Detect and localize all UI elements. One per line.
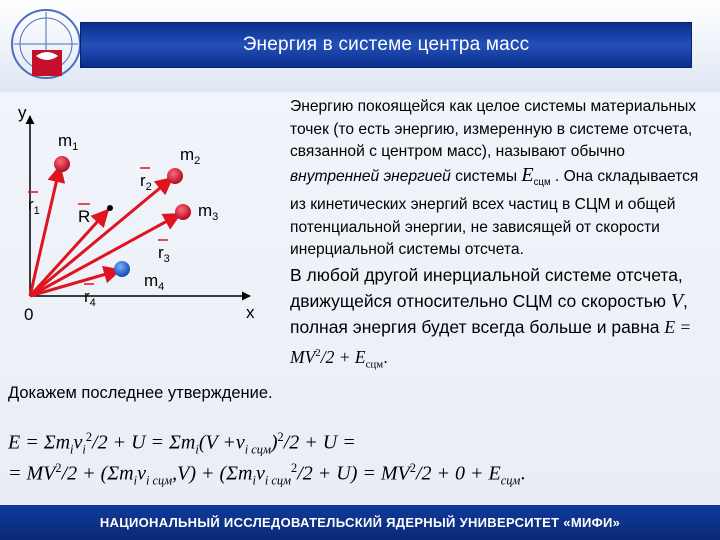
r2-label: $r_2$ [140,171,152,193]
x-axis-label: x [246,303,255,322]
vector-R [30,210,108,296]
R-label: R [78,207,91,226]
y-axis-label: y [18,103,27,122]
vector-diagram [0,96,290,386]
formula-line-1: $E = \Sigma m_iv_i^2/2 + U = \Sigma m_i(V +v_{i сцм})^2/2 + U$ = [8,430,356,457]
paragraph-internal-energy: Энергию покоящейся как целое системы материальных точек (то есть энергию, измеренную в системе отсчета, связанной с центром масс), называют обычно внутренней энергией системы $E_{сцм}$ . Она складывается из кинетических энергий всех частиц в СЦМ и общей потенциальной энергии, не зависящей от скорости инерциальной системы отсчета. [290,98,699,259]
footer-university-name: НАЦИОНАЛЬНЫЙ ИССЛЕДОВАТЕЛЬСКИЙ ЯДЕРНЫЙ УНИВЕРСИТЕТ «МИФИ» [99,515,621,530]
mass-2-point [167,168,183,184]
footer-bar [0,505,720,540]
mass-4-label: $m_4$ [144,271,165,293]
title-bar [80,22,692,68]
slide-title: Энергия в системе центра масс [242,34,530,55]
mass-4-point [114,261,130,277]
mass-3-label: $m_3$ [198,201,219,223]
mass-1-label: $m_1$ [58,131,79,153]
r4-label: $r_4$ [84,287,96,309]
mass-2-label: $m_2$ [180,145,201,167]
mass-1-point [54,156,70,172]
r1-label: $r_1$ [28,195,40,217]
origin-label: 0 [24,305,34,324]
explanation-text [290,96,715,377]
paragraph-total-energy: В любой другой инерциальной системе отсчета, движущейся относительно СЦМ со скоростью V, полная энергия будет всегда больше и равна $E = MV^2/2 + E_{сцм}$. [290,264,692,370]
mephi-logo [6,4,86,88]
center-of-mass-point [107,205,113,211]
proof-statement: Докажем последнее утверждение. [8,384,273,402]
formula-line-2: = $MV^2/2 + (\Sigma m_iv_{i сцм},V) + (\Sigma m_iv_{i сцм}^2/2 + U) = MV^2/2 + 0 + E_{сцм}$. [8,461,526,488]
mass-3-point [175,204,191,220]
r3-label: $r_3$ [158,243,170,265]
header [0,0,720,92]
